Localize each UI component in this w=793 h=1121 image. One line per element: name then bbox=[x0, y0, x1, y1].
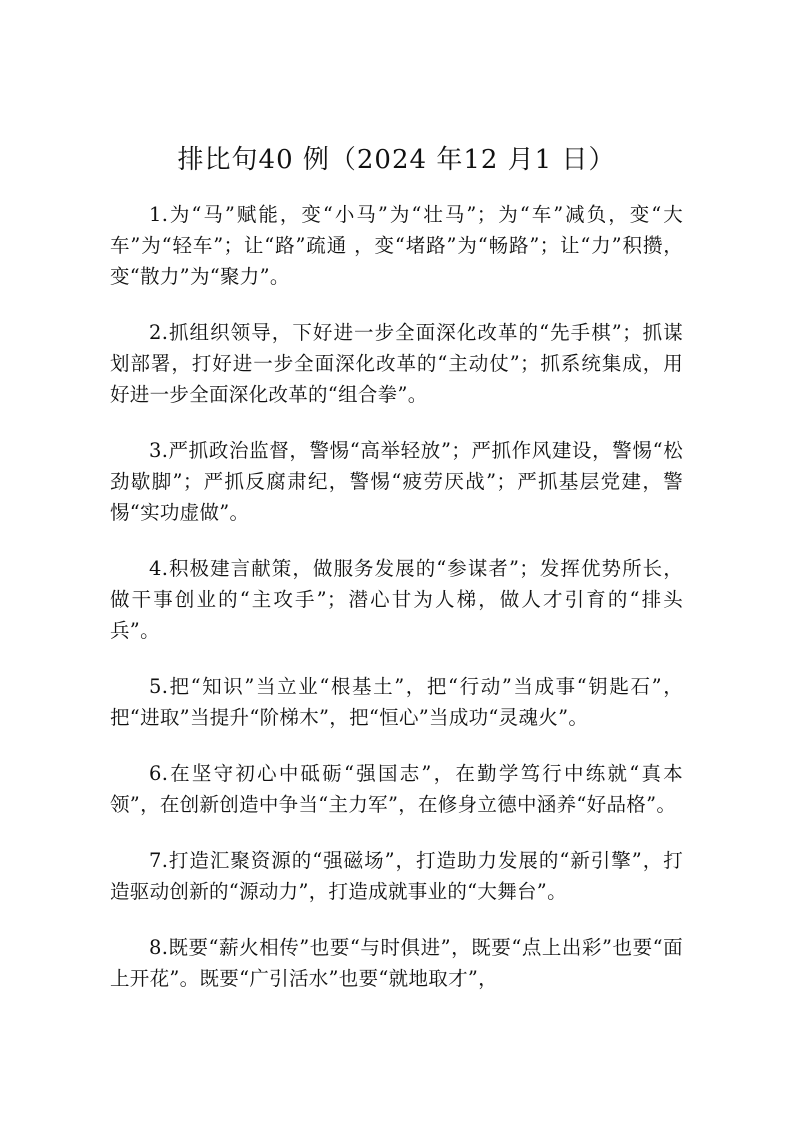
paragraph-1: 1.为“马”赋能，变“小马”为“壮马”；为“车”减负，变“大车”为“轻车”；让“路”疏通 ，变“堵路”为“畅路”；让“力”积攒，变“散力”为“聚力”。 bbox=[110, 203, 683, 288]
paragraph-8: 8.既要“薪火相传”也要“与时俱进”，既要“点上出彩”也要“面上开花”。既要“广引活水”也要“就地取才”， bbox=[110, 936, 683, 990]
paragraph-6: 6.在坚守初心中砥砺“强国志”，在勤学笃行中练就“真本领”，在创新创造中争当“主力军”，在修身立德中涵养“好品格”。 bbox=[110, 762, 683, 816]
paragraph-2: 2.抓组织领导，下好进一步全面深化改革的“先手棋”；抓谋划部署，打好进一步全面深化改革的“主动仗”；抓系统集成，用好进一步全面深化改革的“组合拳”。 bbox=[110, 321, 683, 406]
document-title: 排比句40 例（2024 年12 月1 日） bbox=[177, 145, 616, 175]
paragraph-4: 4.积极建言献策，做服务发展的“参谋者”；发挥优势所长，做干事创业的“主攻手”；潜心甘为人梯，做人才引育的“排头兵”。 bbox=[110, 557, 683, 642]
paragraph-7: 7.打造汇聚资源的“强磁场”，打造助力发展的“新引擎”，打造驱动创新的“源动力”，打造成就事业的“大舞台”。 bbox=[110, 849, 683, 903]
paragraph-3: 3.严抓政治监督，警惕“高举轻放”；严抓作风建设，警惕“松劲歇脚”；严抓反腐肃纪，警惕“疲劳厌战”；严抓基层党建，警惕“实功虚做”。 bbox=[110, 439, 683, 524]
paragraph-5: 5.把“知识”当立业“根基土”，把“行动”当成事“钥匙石”，把“进取”当提升“阶梯木”，把“恒心”当成功“灵魂火”。 bbox=[110, 675, 683, 729]
